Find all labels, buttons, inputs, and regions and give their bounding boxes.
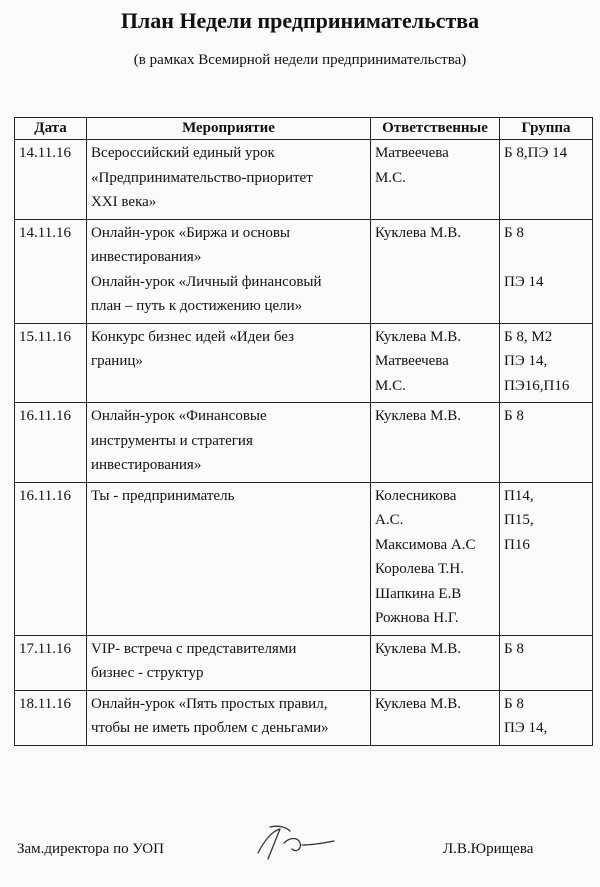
event-cell-line: инструменты и стратегия — [91, 432, 253, 449]
table-row — [15, 482, 593, 635]
responsible-cell-line: М.С. — [375, 377, 406, 394]
event-cell — [87, 219, 371, 323]
responsible-cell-line: Куклева М.В. — [375, 695, 461, 712]
event-cell-line: бизнес - структур — [91, 665, 204, 681]
group-cell-line: ПЭ 14, — [504, 353, 548, 369]
table-header-row — [15, 118, 593, 140]
signer-name: Л.В.Юрищева — [443, 841, 534, 857]
event-cell-line: Онлайн-урок «Финансовые — [91, 408, 267, 424]
date-cell: 14.11.16 — [15, 140, 87, 220]
event-cell-line: Онлайн-урок «Личный финансовый — [91, 273, 322, 290]
header-group: Группа — [500, 118, 593, 140]
date-cell: 17.11.16 — [15, 635, 87, 690]
responsible-cell-line: Матвеечева — [375, 145, 449, 161]
responsible-cell — [371, 219, 500, 323]
header-event: Мероприятие — [87, 118, 371, 140]
signer-position: Зам.директора по УОП — [17, 841, 164, 857]
group-cell-line: Б 8 — [504, 640, 524, 657]
event-cell — [87, 140, 371, 220]
group-cell — [500, 403, 593, 483]
group-cell — [500, 690, 593, 745]
responsible-cell — [371, 323, 500, 403]
responsible-cell-line: Королева Т.Н. — [375, 561, 464, 577]
group-cell — [500, 635, 593, 690]
responsible-cell-line: М.С. — [375, 169, 406, 186]
group-cell — [500, 140, 593, 220]
responsible-cell-line: Куклева М.В. — [375, 328, 461, 345]
responsible-cell — [371, 635, 500, 690]
date-cell: 16.11.16 — [15, 482, 87, 635]
responsible-cell — [371, 403, 500, 483]
event-cell-line: Конкурс бизнес идей «Идеи без — [91, 328, 295, 345]
table-row — [15, 219, 593, 323]
date-cell: 16.11.16 — [15, 403, 87, 483]
group-cell-line — [504, 245, 588, 270]
event-cell — [87, 690, 371, 745]
group-cell-line: П16 — [504, 536, 530, 553]
date-cell: 14.11.16 — [15, 219, 87, 323]
responsible-cell-line: Куклева М.В. — [375, 640, 461, 657]
responsible-cell-line: Максимова А.С — [375, 536, 476, 553]
header-responsible: Ответственные — [371, 118, 500, 140]
event-cell — [87, 482, 371, 635]
document-title: План Недели предпринимательства — [120, 8, 480, 33]
responsible-cell-line: Шапкина Е.В — [375, 585, 462, 602]
event-cell-line: Онлайн-урок «Биржа и основы — [91, 224, 290, 241]
responsible-cell-line: А.С. — [375, 512, 404, 528]
event-cell-line: Онлайн-урок «Пять простых правил, — [91, 695, 328, 712]
responsible-cell — [371, 140, 500, 220]
date-cell: 15.11.16 — [15, 323, 87, 403]
event-cell-line: «Предпринимательство-приоритет — [91, 169, 313, 186]
event-cell-line: план – путь к достижению цели» — [91, 298, 303, 314]
responsible-cell-line: Куклева М.В. — [375, 408, 461, 424]
group-cell — [500, 482, 593, 635]
event-cell — [87, 323, 371, 403]
table-row — [15, 690, 593, 745]
responsible-cell — [371, 482, 500, 635]
event-cell — [87, 635, 371, 690]
event-cell-line: Ты - предприниматель — [91, 487, 235, 504]
event-cell-line: VIP- встреча с представителями — [91, 640, 297, 657]
table-row — [15, 323, 593, 403]
responsible-cell-line: Рожнова Н.Г. — [375, 610, 459, 626]
group-cell-line: ПЭ 14, — [504, 720, 548, 736]
event-cell-line: границ» — [91, 353, 143, 369]
responsible-cell-line: Куклева М.В. — [375, 224, 461, 241]
date-cell: 18.11.16 — [15, 690, 87, 745]
group-cell-line: Б 8 — [504, 408, 524, 424]
plan-table — [14, 117, 593, 746]
group-cell-line: Б 8,ПЭ 14 — [504, 145, 568, 161]
group-cell-line: Б 8, М2 — [504, 328, 553, 345]
event-cell-line: инвестирования» — [91, 249, 202, 265]
group-cell-line: ПЭ 14 — [504, 273, 544, 290]
event-cell-line: инвестирования» — [91, 457, 202, 473]
group-cell-line: П14, — [504, 487, 534, 504]
table-row — [15, 403, 593, 483]
event-cell-line: чтобы не иметь проблем с деньгами» — [91, 720, 329, 736]
responsible-cell-line: Матвеечева — [375, 353, 449, 369]
table-row — [15, 140, 593, 220]
group-cell — [500, 323, 593, 403]
handwritten-signature — [250, 823, 340, 863]
group-cell-line: ПЭ16,П16 — [504, 377, 570, 394]
table-row — [15, 635, 593, 690]
responsible-cell-line: Колесникова — [375, 487, 457, 504]
document-subtitle: (в рамках Всемирной недели предпринимательства) — [133, 52, 467, 68]
group-cell-line: Б 8 — [504, 224, 524, 241]
responsible-cell — [371, 690, 500, 745]
event-cell-line: XXI века» — [91, 194, 157, 210]
group-cell-line: Б 8 — [504, 695, 524, 712]
group-cell-line: П15, — [504, 512, 534, 528]
event-cell-line: Всероссийский единый урок — [91, 145, 275, 161]
event-cell — [87, 403, 371, 483]
header-date: Дата — [15, 118, 87, 140]
group-cell — [500, 219, 593, 323]
